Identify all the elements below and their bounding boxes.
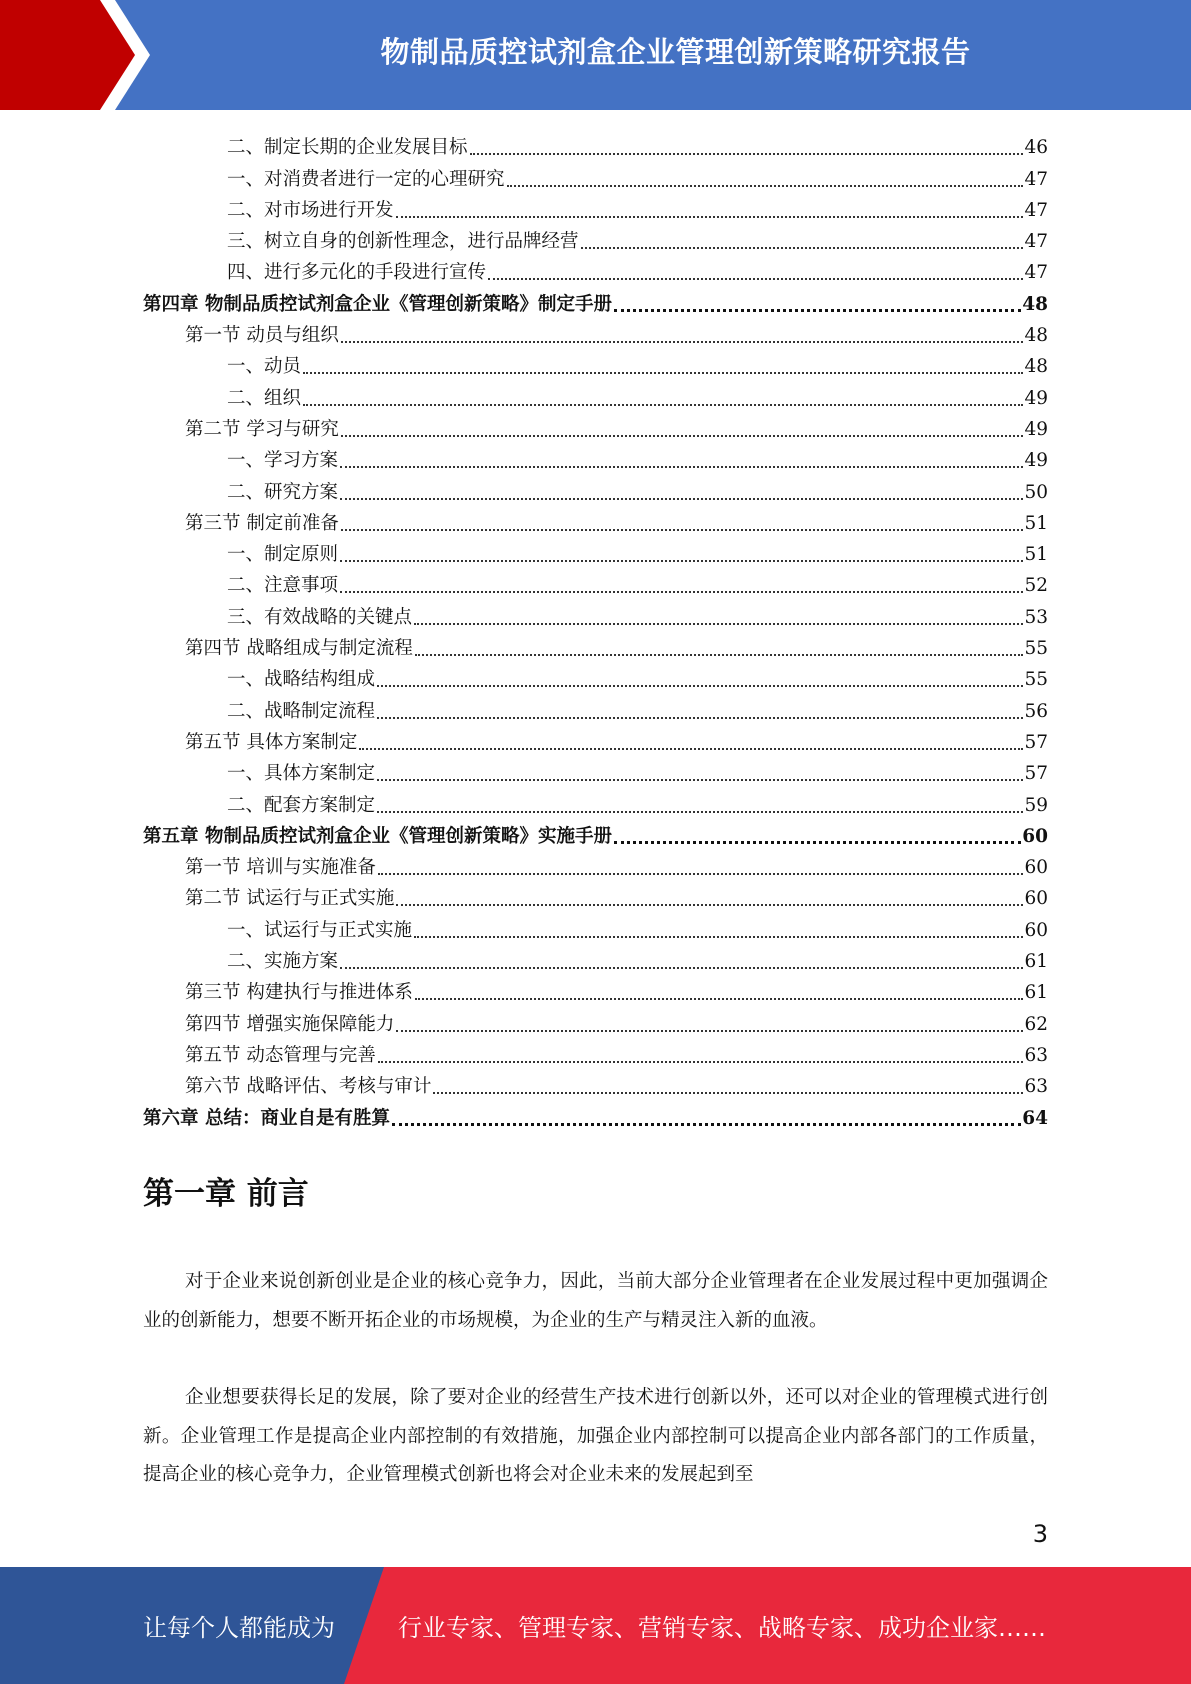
- toc-section-entry[interactable]: [143, 504, 1048, 535]
- toc-dot-leader: [341, 435, 1024, 437]
- toc-section-entry[interactable]: [143, 1004, 1048, 1035]
- toc-subsection-entry[interactable]: [143, 191, 1048, 222]
- toc-dot-leader: [340, 466, 1023, 468]
- toc-entry-title: 第二节 学习与研究: [185, 418, 339, 440]
- toc-entry-title: 二、战略制定流程: [227, 700, 376, 722]
- toc-dot-leader: [488, 278, 1023, 280]
- toc-entry-page: 63: [1024, 1076, 1048, 1098]
- toc-subsection-entry[interactable]: [143, 785, 1048, 816]
- toc-dot-leader: [581, 247, 1024, 249]
- toc-entry-title: 第五节 具体方案制定: [185, 731, 358, 753]
- toc-entry-title: 一、试运行与正式实施: [227, 919, 413, 941]
- toc-subsection-entry[interactable]: [143, 942, 1048, 973]
- toc-entry-title: 二、配套方案制定: [227, 794, 376, 816]
- toc-dot-leader: [377, 811, 1023, 813]
- toc-section-entry[interactable]: [143, 1067, 1048, 1098]
- toc-subsection-entry[interactable]: [143, 472, 1048, 503]
- toc-entry-page: 47: [1024, 231, 1048, 253]
- toc-section-entry[interactable]: [143, 629, 1048, 660]
- toc-dot-leader: [614, 309, 1021, 312]
- footer-slogan-lead: 让每个人都能成为: [143, 1614, 335, 1642]
- toc-entry-title: 二、研究方案: [227, 481, 339, 503]
- toc-entry-title: 三、有效战略的关键点: [227, 606, 413, 628]
- toc-entry-page: 59: [1024, 794, 1048, 816]
- toc-subsection-entry[interactable]: [143, 535, 1048, 566]
- toc-dot-leader: [396, 216, 1024, 218]
- toc-subsection-entry[interactable]: [143, 253, 1048, 284]
- toc-entry-page: 61: [1024, 951, 1048, 973]
- toc-dot-leader: [340, 591, 1023, 593]
- page-number: 3: [1032, 1520, 1048, 1548]
- toc-dot-leader: [359, 748, 1023, 750]
- toc-entry-title: 第六章 总结：商业自是有胜算: [143, 1107, 390, 1129]
- toc-entry-title: 二、实施方案: [227, 951, 339, 973]
- footer-slogan-roles: 行业专家、管理专家、营销专家、战略专家、成功企业家……: [398, 1614, 1046, 1642]
- toc-entry-page: 46: [1024, 137, 1048, 159]
- toc-dot-leader: [303, 372, 1023, 374]
- toc-entry-page: 62: [1024, 1013, 1048, 1035]
- toc-subsection-entry[interactable]: [143, 754, 1048, 785]
- toc-dot-leader: [341, 341, 1024, 343]
- toc-entry-page: 57: [1024, 763, 1048, 785]
- toc-dot-leader: [392, 1123, 1021, 1126]
- toc-dot-leader: [340, 967, 1023, 969]
- toc-entry-page: 57: [1024, 731, 1048, 753]
- toc-dot-leader: [415, 998, 1024, 1000]
- toc-subsection-entry[interactable]: [143, 347, 1048, 378]
- toc-entry-title: 第五节 动态管理与完善: [185, 1044, 376, 1066]
- toc-entry-page: 56: [1024, 700, 1048, 722]
- toc-entry-title: 二、注意事项: [227, 575, 339, 597]
- toc-entry-title: 一、战略结构组成: [227, 669, 376, 691]
- toc-entry-page: 47: [1024, 262, 1048, 284]
- toc-entry-page: 61: [1024, 982, 1048, 1004]
- toc-dot-leader: [377, 779, 1023, 781]
- toc-entry-page: 51: [1024, 544, 1048, 566]
- toc-dot-leader: [415, 654, 1024, 656]
- toc-dot-leader: [396, 1030, 1023, 1032]
- toc-entry-title: 第一节 培训与实施准备: [185, 857, 376, 879]
- toc-entry-page: 48: [1024, 325, 1048, 347]
- toc-section-entry[interactable]: [143, 879, 1048, 910]
- toc-dot-leader: [507, 185, 1024, 187]
- toc-entry-title: 一、学习方案: [227, 450, 339, 472]
- body-paragraph: 企业想要获得长足的发展，除了要对企业的经营生产技术进行创新以外，还可以对企业的管理模式进行创新。企业管理工作是提高企业内部控制的有效措施，加强企业内部控制可以提高企业内部各部门的工作质量，提高企业的核心竞争力，企业管理模式创新也将会对企业未来的发展起到至: [143, 1387, 1048, 1485]
- toc-entry-title: 第六节 战略评估、考核与审计: [185, 1076, 432, 1098]
- toc-entry-title: 一、对消费者进行一定的心理研究: [227, 168, 505, 190]
- toc-entry-title: 第五章 物制品质控试剂盒企业《管理创新策略》实施手册: [143, 825, 612, 847]
- toc-entry-title: 第四章 物制品质控试剂盒企业《管理创新策略》制定手册: [143, 293, 612, 315]
- toc-entry-page: 60: [1022, 825, 1048, 847]
- toc-dot-leader: [341, 529, 1024, 531]
- toc-subsection-entry[interactable]: [143, 159, 1048, 190]
- toc-dot-leader: [414, 936, 1023, 938]
- toc-entry-page: 50: [1024, 481, 1048, 503]
- report-title: 物制品质控试剂盒企业管理创新策略研究报告: [380, 34, 971, 69]
- toc-entry-title: 一、制定原则: [227, 544, 339, 566]
- table-of-contents: [143, 128, 1048, 1130]
- toc-subsection-entry[interactable]: [143, 660, 1048, 691]
- toc-entry-page: 53: [1024, 606, 1048, 628]
- page-header: [0, 0, 1191, 110]
- toc-entry-page: 49: [1024, 418, 1048, 440]
- toc-dot-leader: [378, 873, 1024, 875]
- toc-section-entry[interactable]: [143, 410, 1048, 441]
- toc-dot-leader: [378, 1061, 1024, 1063]
- toc-dot-leader: [396, 904, 1023, 906]
- toc-entry-page: 51: [1024, 512, 1048, 534]
- toc-entry-title: 二、组织: [227, 387, 302, 409]
- toc-entry-title: 第四节 增强实施保障能力: [185, 1013, 395, 1035]
- toc-subsection-entry[interactable]: [143, 128, 1048, 159]
- toc-entry-title: 二、制定长期的企业发展目标: [227, 137, 468, 159]
- toc-entry-page: 47: [1024, 199, 1048, 221]
- toc-dot-leader: [340, 498, 1023, 500]
- toc-subsection-entry[interactable]: [143, 597, 1048, 628]
- toc-subsection-entry[interactable]: [143, 566, 1048, 597]
- toc-entry-title: 一、动员: [227, 356, 302, 378]
- toc-subsection-entry[interactable]: [143, 910, 1048, 941]
- toc-chapter-entry[interactable]: [143, 284, 1048, 315]
- toc-dot-leader: [614, 841, 1021, 844]
- toc-entry-page: 55: [1024, 669, 1048, 691]
- toc-subsection-entry[interactable]: [143, 441, 1048, 472]
- toc-entry-title: 二、对市场进行开发: [227, 199, 394, 221]
- toc-dot-leader: [433, 1092, 1023, 1094]
- toc-entry-title: 三、树立自身的创新性理念，进行品牌经营: [227, 231, 579, 253]
- toc-entry-page: 48: [1024, 356, 1048, 378]
- toc-chapter-entry[interactable]: [143, 817, 1048, 848]
- toc-entry-title: 一、具体方案制定: [227, 763, 376, 785]
- toc-subsection-entry[interactable]: [143, 378, 1048, 409]
- toc-entry-page: 64: [1022, 1107, 1048, 1129]
- toc-entry-title: 四、进行多元化的手段进行宣传: [227, 262, 487, 284]
- body-paragraph: 对于企业来说创新创业是企业的核心竞争力，因此，当前大部分企业管理者在企业发展过程中更加强调企业的创新能力，想要不断开拓企业的市场规模，为企业的生产与精灵注入新的血液。: [143, 1271, 1048, 1331]
- toc-entry-title: 第三节 制定前准备: [185, 512, 339, 534]
- page-footer: [0, 1567, 1191, 1684]
- toc-dot-leader: [377, 685, 1023, 687]
- toc-section-entry[interactable]: [143, 723, 1048, 754]
- toc-entry-page: 49: [1024, 387, 1048, 409]
- toc-entry-page: 60: [1024, 857, 1048, 879]
- toc-entry-title: 第三节 构建执行与推进体系: [185, 982, 413, 1004]
- toc-section-entry[interactable]: [143, 973, 1048, 1004]
- toc-dot-leader: [377, 717, 1023, 719]
- toc-dot-leader: [414, 623, 1023, 625]
- toc-section-entry[interactable]: [143, 316, 1048, 347]
- toc-section-entry[interactable]: [143, 1036, 1048, 1067]
- toc-entry-page: 60: [1024, 888, 1048, 910]
- toc-entry-title: 第四节 战略组成与制定流程: [185, 638, 413, 660]
- toc-subsection-entry[interactable]: [143, 222, 1048, 253]
- toc-dot-leader: [303, 404, 1023, 406]
- toc-dot-leader: [340, 560, 1023, 562]
- toc-entry-page: 60: [1024, 919, 1048, 941]
- toc-entry-page: 48: [1022, 293, 1048, 315]
- toc-entry-title: 第一节 动员与组织: [185, 325, 339, 347]
- toc-chapter-entry[interactable]: [143, 1098, 1048, 1129]
- toc-entry-page: 49: [1024, 450, 1048, 472]
- toc-subsection-entry[interactable]: [143, 691, 1048, 722]
- toc-section-entry[interactable]: [143, 848, 1048, 879]
- toc-entry-page: 47: [1024, 168, 1048, 190]
- toc-entry-page: 55: [1024, 638, 1048, 660]
- chapter-heading: 第一章 前言: [143, 1176, 309, 1212]
- toc-entry-title: 第二节 试运行与正式实施: [185, 888, 395, 910]
- toc-entry-page: 52: [1024, 575, 1048, 597]
- toc-entry-page: 63: [1024, 1044, 1048, 1066]
- toc-dot-leader: [470, 153, 1024, 155]
